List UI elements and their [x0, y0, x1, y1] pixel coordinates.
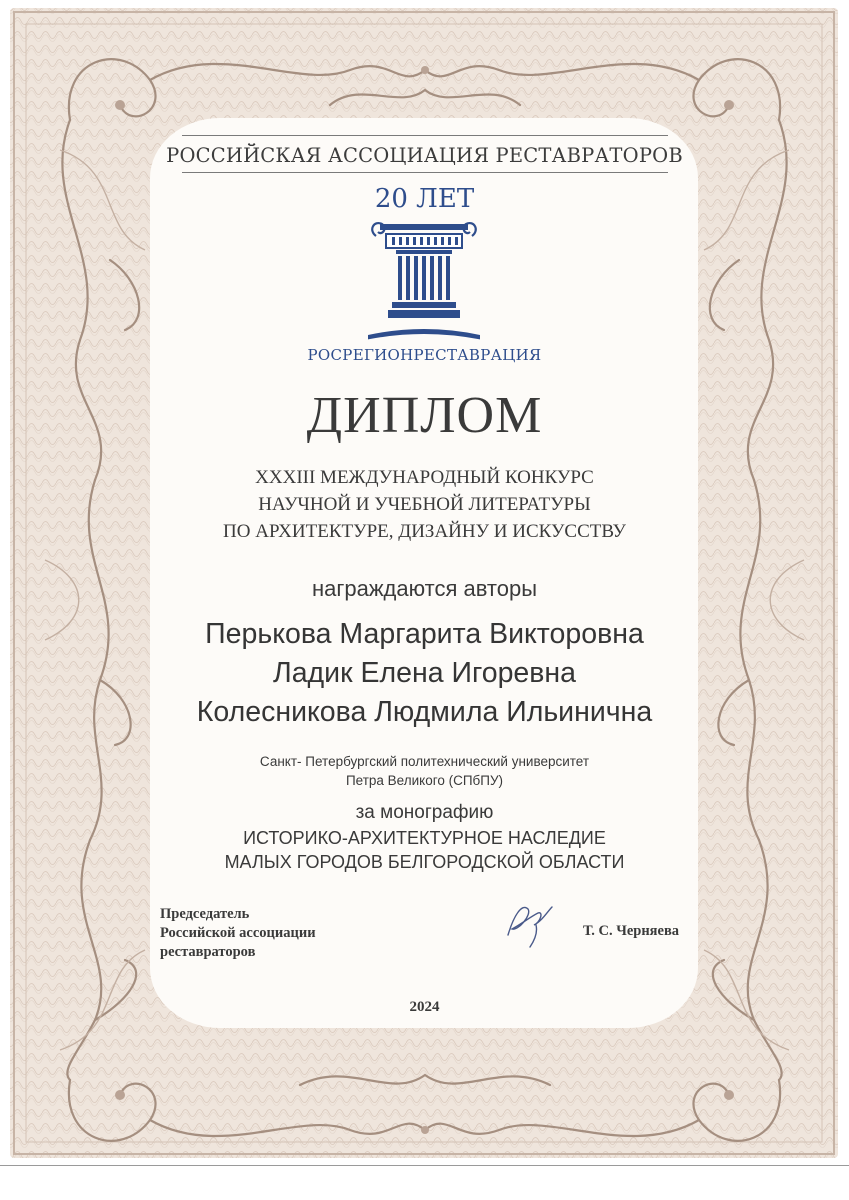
author-name-1: Перькова Маргарита Викторовна: [205, 618, 644, 650]
year-label: 2024: [409, 999, 440, 1015]
work-title-line-2: МАЛЫХ ГОРОДОВ БЕЛГОРОДСКОЙ ОБЛАСТИ: [224, 852, 625, 872]
signatory-position-line-1: Председатель: [160, 906, 250, 922]
ionic-column-icon: [368, 220, 480, 348]
contest-line-2: НАУЧНОЙ И УЧЕБНОЙ ЛИТЕРАТУРЫ: [258, 494, 591, 515]
author-name-3: Колесникова Людмила Ильинична: [196, 696, 653, 728]
signatory-position: [160, 905, 316, 962]
work-title-line-1: ИСТОРИКО-АРХИТЕКТУРНОЕ НАСЛЕДИЕ: [243, 828, 606, 848]
signatory-position-line-3: реставраторов: [160, 944, 256, 960]
university-line-1: Санкт- Петербургский политехнический университет: [259, 754, 590, 769]
monograph-label: за монографию: [355, 802, 494, 823]
diploma-title: ДИПЛОМ: [306, 387, 543, 444]
contest-line-1: XXXIII МЕЖДУНАРОДНЫЙ КОНКУРС: [255, 467, 594, 488]
awarded-text: награждаются авторы: [311, 576, 538, 601]
anniversary-label: 20 ЛЕТ: [374, 184, 475, 214]
author-name-2: Ладик Елена Игоревна: [272, 657, 577, 689]
top-rule: [182, 135, 668, 136]
signatory-position-line-2: Российской ассоциации: [160, 925, 316, 941]
brand-name: РОСРЕГИОНРЕСТАВРАЦИЯ: [307, 346, 542, 364]
header-rule: [182, 172, 668, 173]
contest-line-3: ПО АРХИТЕКТУРЕ, ДИЗАЙНУ И ИСКУССТВУ: [223, 521, 626, 542]
scan-edge-line: [0, 1165, 849, 1166]
signatory-name: Т. С. Черняева: [583, 923, 680, 939]
handwritten-signature: [500, 895, 560, 950]
university-line-2: Петра Великого (СПбПУ): [345, 773, 504, 788]
organization-name: РОССИЙСКАЯ АССОЦИАЦИЯ РЕСТАВРАТОРОВ: [166, 144, 683, 167]
